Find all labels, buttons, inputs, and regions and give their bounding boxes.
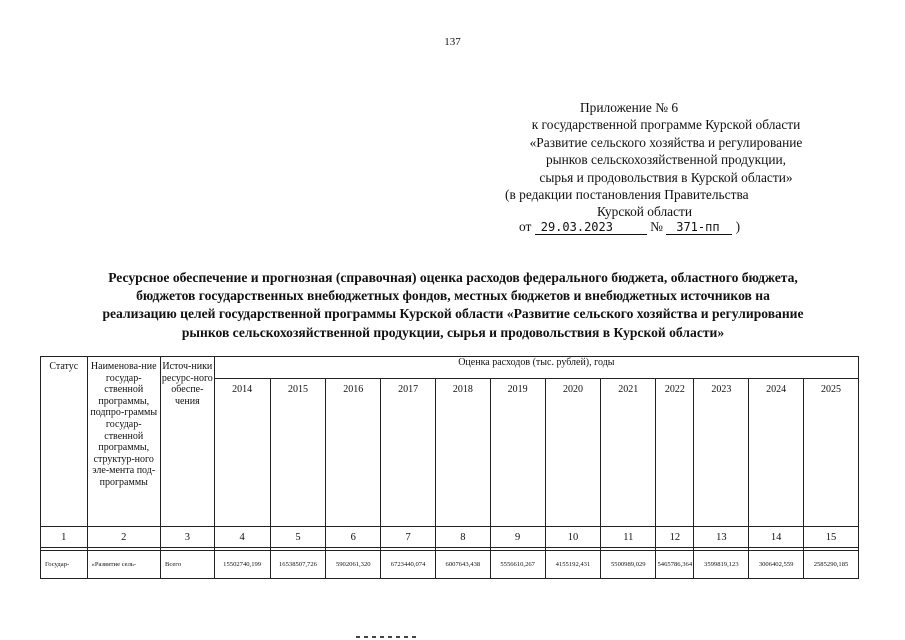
column-number: 15 [804,527,859,548]
year-header: 2014 [214,379,270,527]
status-header: Статус [41,357,88,527]
column-number: 10 [545,527,601,548]
date-prefix: от [519,219,532,234]
row-value: 5902061,320 [326,551,381,579]
year-header: 2021 [601,379,656,527]
row-value: 5500989,029 [601,551,656,579]
row-value: 6007643,438 [435,551,490,579]
appendix-line: к государственной программе Курской области [531,117,801,133]
row-value: 3006402,559 [749,551,804,579]
year-header: 2020 [545,379,601,527]
column-number: 5 [270,527,326,548]
source-header: Источ-ники ресурс-ного обеспе-чения [160,357,214,527]
year-header: 2019 [490,379,545,527]
row-value: 3599819,123 [694,551,749,579]
column-number: 8 [435,527,490,548]
row-value: 5556610,267 [490,551,545,579]
name-header: Наименова-ние государ-ственной программы, подпро-граммы государ-ственной программы, структур-ного эле-мента под-программы [87,357,160,527]
row-value: 6723440,074 [381,551,436,579]
year-header: 2016 [326,379,381,527]
row-value: 4155192,431 [545,551,601,579]
column-number: 9 [490,527,545,548]
column-number: 11 [601,527,656,548]
column-number: 13 [694,527,749,548]
appendix-line: рынков сельскохозяйственной продукции, [545,152,787,168]
row-status: Государ- [41,551,88,579]
year-header: 2023 [694,379,749,527]
year-header: 2024 [749,379,804,527]
appendix-edition: (в редакции постановления Правительства [505,187,749,203]
resolution-number: 371-пп [666,220,732,235]
column-number: 14 [749,527,804,548]
year-header: 2015 [270,379,326,527]
column-number: 2 [87,527,160,548]
row-value: 16538507,726 [270,551,326,579]
appendix-title: Приложение № 6 [580,100,679,115]
column-number: 3 [160,527,214,548]
column-number: 4 [214,527,270,548]
number-prefix: № [650,219,663,234]
row-source: Всего [160,551,214,579]
row-value: 15502740,199 [214,551,270,579]
resolution-dateline [519,219,740,235]
year-header: 2018 [435,379,490,527]
heading-line: реализацию целей государственной программы Курской области «Развитие сельского хозяйства и регулирование [102,306,804,322]
column-number: 1 [41,527,88,548]
appendix-line: «Развитие сельского хозяйства и регулирование [529,134,803,150]
column-number: 7 [381,527,436,548]
row-name: «Развитие сель- [87,551,160,579]
column-number: 12 [656,527,694,548]
expenses-group-header: Оценка расходов (тыс. рублей), годы [214,357,858,379]
appendix-region: Курской области [597,204,693,220]
costs-table [40,356,859,579]
heading-line: бюджетов государственных внебюджетных фондов, местных бюджетов и внебюджетных источников на [136,288,770,304]
document-heading [40,269,866,342]
column-number: 6 [326,527,381,548]
page-number: 137 [444,36,461,48]
row-value: 5465786,364 [656,551,694,579]
year-header: 2025 [804,379,859,527]
row-value: 2585290,185 [804,551,859,579]
appendix-block [496,99,836,221]
heading-line: рынков сельскохозяйственной продукции, сырья и продовольствия в Курской области» [181,324,725,340]
resolution-date: 29.03.2023 [535,220,647,235]
year-header: 2017 [381,379,436,527]
year-header: 2022 [656,379,694,527]
scan-artifact [356,636,418,638]
heading-line: Ресурсное обеспечение и прогнозная (справочная) оценка расходов федерального бюджета, областного бюджета, [108,270,798,285]
closing-paren: ) [735,219,741,234]
appendix-line: сырья и продовольствия в Курской области» [539,169,793,185]
